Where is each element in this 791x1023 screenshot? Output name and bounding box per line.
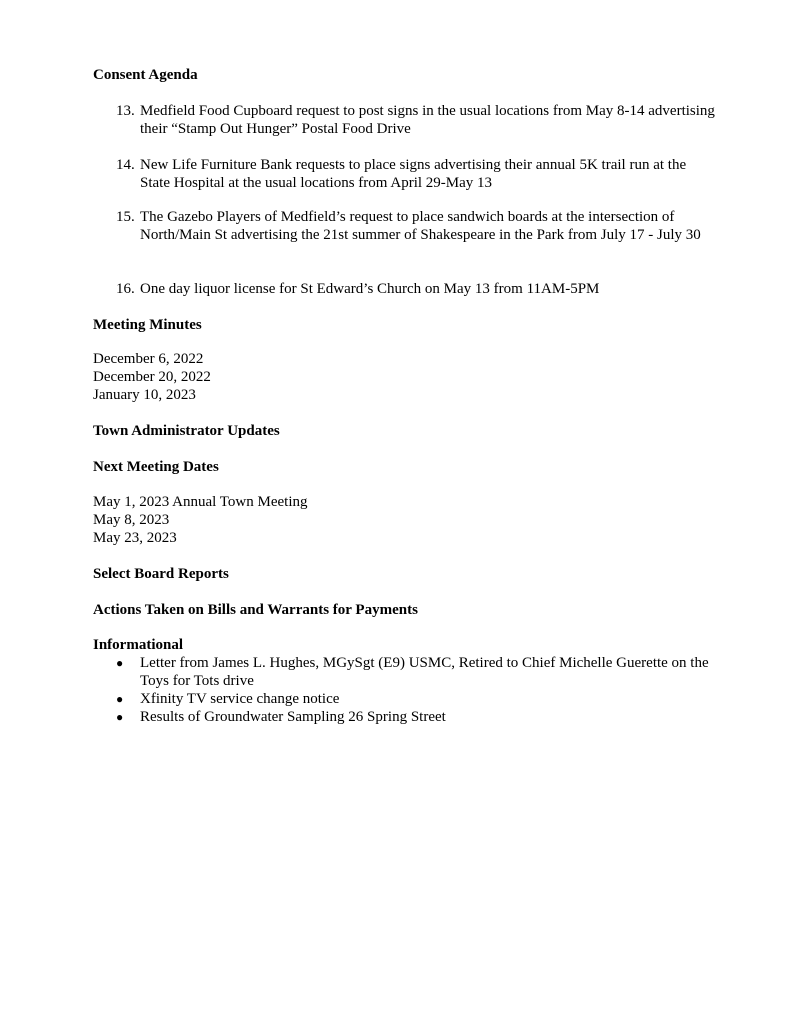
minutes-date: December 6, 2022 xyxy=(93,351,204,367)
agenda-item-15 xyxy=(116,208,716,244)
meeting-minutes-heading: Meeting Minutes xyxy=(93,317,202,333)
informational-heading: Informational xyxy=(93,637,183,653)
actions-heading: Actions Taken on Bills and Warrants for Payments xyxy=(93,602,418,618)
agenda-item-14 xyxy=(116,156,716,192)
meeting-date: May 1, 2023 Annual Town Meeting xyxy=(93,494,308,510)
next-meeting-heading: Next Meeting Dates xyxy=(93,459,219,475)
minutes-date: January 10, 2023 xyxy=(93,387,196,403)
meeting-date: May 8, 2023 xyxy=(93,512,170,528)
item-text: One day liquor license for St Edward’s Church on May 13 from 11AM-5PM xyxy=(140,281,600,297)
town-admin-heading: Town Administrator Updates xyxy=(93,423,280,439)
agenda-item-16 xyxy=(116,280,716,298)
consent-agenda-heading: Consent Agenda xyxy=(93,67,198,83)
list-item xyxy=(93,690,733,708)
bullet-icon: ● xyxy=(116,710,124,724)
agenda-item-13 xyxy=(116,102,716,138)
bullet-icon: ● xyxy=(116,656,124,670)
item-text: Medfield Food Cupboard request to post signs in the usual locations from May 8-14 advertising their “Stamp Out Hunger” Postal Food Drive xyxy=(140,103,715,137)
bullet-icon: ● xyxy=(116,692,124,706)
list-item-text: Xfinity TV service change notice xyxy=(140,691,340,707)
item-number: 15. xyxy=(116,209,135,225)
minutes-date: December 20, 2022 xyxy=(93,369,211,385)
list-item xyxy=(93,654,733,690)
select-board-heading: Select Board Reports xyxy=(93,566,229,582)
list-item-text: Letter from James L. Hughes, MGySgt (E9) USMC, Retired to Chief Michelle Guerette on the Toys for Tots drive xyxy=(140,655,709,689)
item-number: 16. xyxy=(116,281,135,297)
item-text: The Gazebo Players of Medfield’s request to place sandwich boards at the intersection of North/Main St advertising the 21st summer of Shakespeare in the Park from July 17 - July 30 xyxy=(140,209,701,243)
informational-list xyxy=(93,654,733,726)
item-number: 13. xyxy=(116,103,135,119)
list-item xyxy=(93,708,733,726)
meeting-date: May 23, 2023 xyxy=(93,530,177,546)
list-item-text: Results of Groundwater Sampling 26 Spring Street xyxy=(140,709,446,725)
item-text: New Life Furniture Bank requests to place signs advertising their annual 5K trail run at the State Hospital at the usual locations from April 29-May 13 xyxy=(140,157,687,191)
item-number: 14. xyxy=(116,157,135,173)
